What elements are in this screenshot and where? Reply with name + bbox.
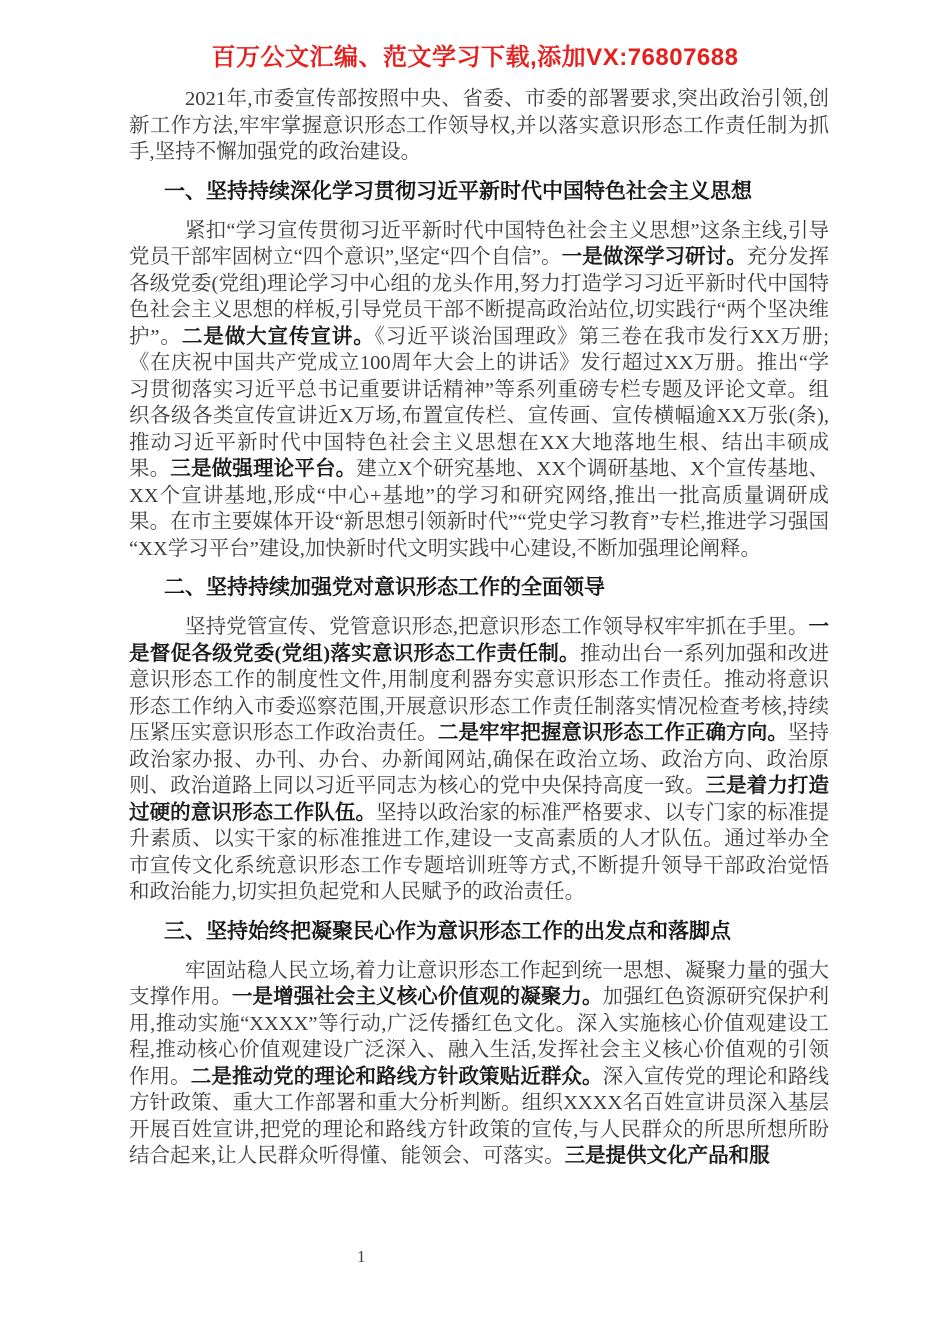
text-run: 深入宣传党的理论和路线方针政策、重大工作部署和重大分析判断。组织XXXX名百姓宣讲员深入基层开展百姓宣讲,把党的理论和路线方针政策的宣传,与人民群众的所思所想所盼结合起来,让人民群众听得懂、能领会、可落实。	[129, 1065, 830, 1167]
text-run: 坚持以政治家的标准严格要求、以专门家的标准提升素质、以实干家的标准推进工作,建设一支高素质的人才队伍。通过举办全市宣传文化系统意识形态工作专题培训班等方式,不断提升领导干部政治觉悟和政治能力,切实担负起党和人民赋予的政治责任。	[129, 801, 830, 903]
text-run: 推动出台一系列加强和改进意识形态工作的制度性文件,用制度利器夯实意识形态工作责任。推动将意识形态工作纳入市委巡察范围,开展意识形态工作责任制落实情况检查考核,持续压紧压实意识形态工作政治责任。	[129, 642, 829, 744]
intro-paragraph	[129, 86, 829, 166]
text-run: 充分发挥各级党委(党组)理论学习中心组的龙头作用,努力打造学习习近平新时代中国特色社会主义思想的样板,引导党员干部不断提高政治站位,切实践行“两个坚决维护”。	[129, 246, 830, 348]
bold-run: 三是着力打造过硬的意识形态工作队伍。	[129, 775, 830, 824]
bold-run: 一是增强社会主义核心价值观的凝聚力。	[231, 986, 603, 1008]
section-paragraph	[129, 218, 829, 563]
text-run: 《习近平谈治国理政》第三卷在我市发行XX万册;《在庆祝中国共产党成立100周年大会上的讲话》发行超过XX万册。推出“学习贯彻落实习近平总书记重要讲话精神”等系列重磅专栏专题及评论文章。组织各级各类宣传宣讲近X万场,布置宣传栏、宣传画、宣传横幅逾XX万张(条),推动习近平新时代中国特色社会主义思想在XX大地落地生根、结出丰硕成果。	[129, 325, 829, 480]
text-run: 牢固站稳人民立场,着力让意识形态工作起到统一思想、凝聚力量的强大支撑作用。	[129, 959, 829, 1008]
bold-run: 二是推动党的理论和路线方针政策贴近群众。	[190, 1065, 603, 1088]
section-paragraph	[129, 958, 829, 1170]
text-run: 加强红色资源研究保护利用,推动实施“XXXX”等行动,广泛传播红色文化。深入实施核心价值观建设工程,推动核心价值观建设广泛深入、融入生活,发挥社会主义核心价值观的引领作用。	[129, 986, 830, 1088]
bold-run: 三是做强理论平台。	[170, 458, 357, 480]
section-heading-1: 一、坚持持续深化学习贯彻习近平新时代中国特色社会主义思想	[164, 178, 752, 203]
text-run: 建立X个研究基地、XX个调研基地、X个宣传基地、XX个宣讲基地,形成“中心+基地”的学习和研究网络,推出一批高质量调研成果。在市主要媒体开设“新思想引领新时代”“党史学习教育”专栏,推进学习强国“XX学习平台”建设,加快新时代文明实践中心建设,不断加强理论阐释。	[129, 458, 830, 560]
text-run: 坚持政治家办报、办刊、办台、办新闻网站,确保在政治立场、政治方向、政治原则、政治道路上同以习近平同志为核心的党中央保持高度一致。	[129, 722, 830, 797]
bold-run: 二是牢牢把握意识形态工作正确方向。	[437, 722, 788, 744]
document-body	[129, 86, 829, 1170]
section-heading-2: 二、坚持持续加强党对意识形态工作的全面领导	[164, 575, 605, 599]
page-number: 1	[357, 1247, 366, 1266]
ad-banner-text: 百万公文汇编、范文学习下载,添加VX:76807688	[211, 44, 739, 71]
section-paragraph	[129, 614, 829, 906]
text-run: 2021年,市委宣传部按照中央、省委、市委的部署要求,突出政治引领,创新工作方法,牢牢掌握意识形态工作领导权,并以落实意识形态工作责任制为抓手,坚持不懈加强党的政治建设。	[129, 88, 829, 163]
text-run: 坚持党管宣传、党管意识形态,把意识形态工作领导权牢牢抓在手里。	[185, 616, 809, 638]
section-heading-3: 三、坚持始终把凝聚民心作为意识形态工作的出发点和落脚点	[164, 918, 731, 943]
bold-run: 一是做深学习研讨。	[561, 246, 747, 268]
text-run: 紧扣“学习宣传贯彻习近平新时代中国特色社会主义思想”这条主线,引导党员干部牢固树立“四个意识”,坚定“四个自信”。	[129, 219, 829, 268]
bold-run: 三是提供文化产品和服	[564, 1145, 770, 1167]
bold-run: 二是做大宣传宣讲。	[181, 325, 375, 348]
bold-run: 一是督促各级党委(党组)落实意识形态工作责任制。	[129, 616, 829, 665]
